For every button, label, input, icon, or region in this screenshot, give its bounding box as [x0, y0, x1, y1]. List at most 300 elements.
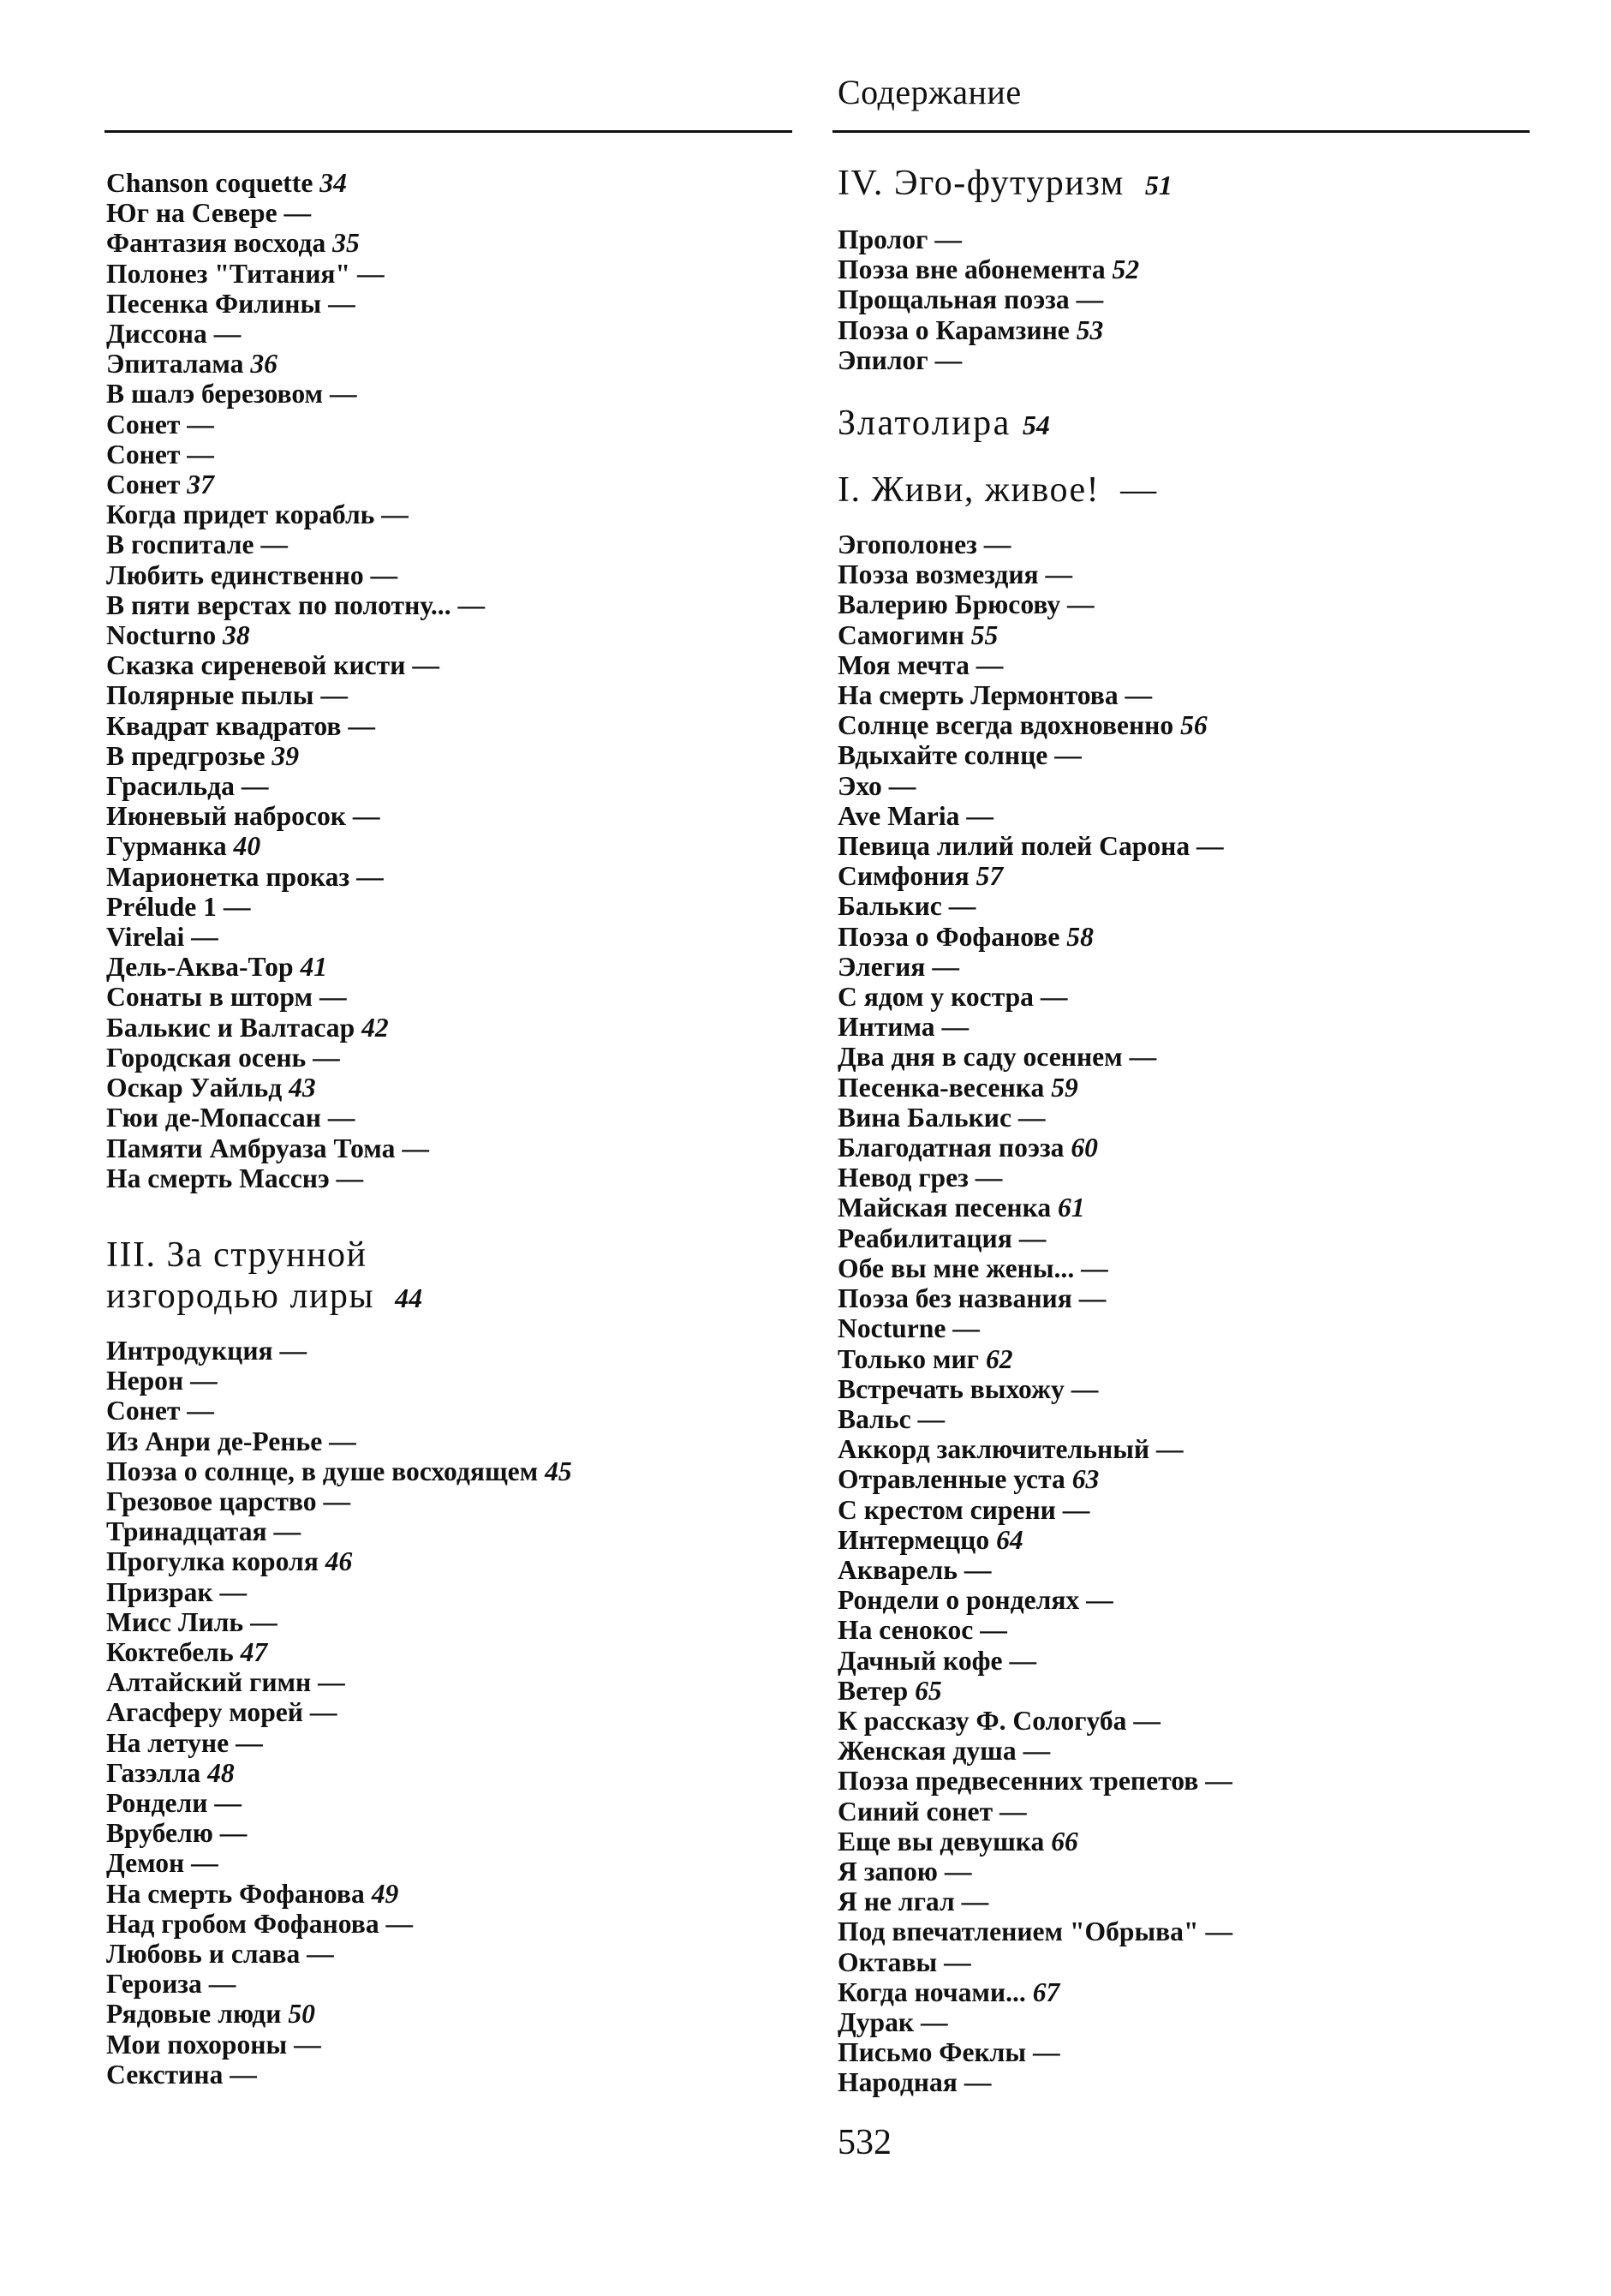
- entry-page: —: [952, 1313, 980, 1344]
- entry-page: —: [309, 1697, 337, 1728]
- entry-page: —: [1129, 1042, 1157, 1073]
- toc-entry: [838, 1042, 1540, 1072]
- entry-title: Мои похороны: [106, 2029, 288, 2060]
- toc-entry: [838, 891, 1540, 921]
- entry-page: —: [328, 288, 355, 319]
- toc-entry: [838, 1977, 1540, 2007]
- section-heading-page: 44: [395, 1282, 423, 1313]
- entry-title: Полярные пылы: [106, 680, 314, 711]
- toc-entry: [838, 1766, 1540, 1796]
- section-heading-line2-text: изгородью лиры: [106, 1276, 375, 1316]
- entry-title: На смерть Лермонтова: [838, 680, 1119, 711]
- entry-page: 52: [1112, 254, 1140, 285]
- toc-entry: [106, 1546, 791, 1576]
- entry-page: —: [1045, 559, 1073, 590]
- entry-page: —: [327, 1103, 355, 1133]
- running-head: Содержание: [838, 73, 1022, 111]
- toc-entry: [838, 1615, 1540, 1645]
- toc-entry: [838, 952, 1540, 982]
- toc-entry: [106, 771, 791, 801]
- toc-entry: [838, 2067, 1540, 2097]
- entry-page: 34: [319, 168, 347, 198]
- toc-entry: [106, 2030, 791, 2060]
- entry-page: —: [1040, 982, 1068, 1013]
- entry-page: —: [260, 529, 288, 560]
- entry-page: —: [273, 1516, 301, 1547]
- entry-page: 60: [1071, 1133, 1098, 1163]
- entry-page: —: [230, 2059, 257, 2090]
- toc-entry: [106, 1879, 791, 1909]
- entry-title: Диссона: [106, 319, 207, 350]
- right-column: [838, 163, 1540, 2098]
- entry-title: Еще вы девушка: [838, 1826, 1045, 1857]
- header-rule-right: [832, 130, 1530, 133]
- section-heading-iii: [106, 1235, 791, 1318]
- entry-page: —: [917, 1403, 946, 1434]
- entry-title: Элегия: [838, 951, 926, 982]
- entry-title: На сенокос: [838, 1615, 974, 1646]
- entry-page: —: [318, 1667, 345, 1698]
- entry-title: Дачный кофе: [838, 1645, 1003, 1676]
- entry-page: —: [1155, 1434, 1184, 1465]
- entry-title: Сонаты в шторм: [106, 982, 313, 1013]
- section-heading-i-page: —: [1120, 470, 1158, 511]
- toc-entry: [838, 680, 1540, 710]
- toc-entry: [838, 315, 1540, 345]
- toc-list-left-a: [106, 168, 791, 1193]
- toc-entry: [106, 499, 791, 529]
- entry-title: Эпиталама: [106, 349, 244, 380]
- entry-title: Самогимн: [838, 619, 964, 650]
- entry-title: Сонет: [106, 1396, 181, 1426]
- entry-title: Агасферу морей: [106, 1697, 303, 1728]
- toc-entry: [838, 345, 1540, 375]
- toc-entry: [106, 319, 791, 349]
- toc-entry: [106, 1013, 791, 1043]
- entry-title: Я запою: [838, 1856, 938, 1886]
- entry-page: 48: [207, 1757, 235, 1788]
- entry-title: На смерть Фофанова: [106, 1878, 365, 1909]
- toc-entry: [838, 1012, 1540, 1042]
- entry-title: Реабилитация: [838, 1223, 1012, 1253]
- entry-page: 40: [233, 831, 261, 862]
- toc-entry: [106, 259, 791, 289]
- entry-title: Эхо: [838, 770, 882, 801]
- book-title-text: Златолира: [838, 404, 1011, 444]
- toc-entry: [838, 1313, 1540, 1343]
- toc-entry: [106, 590, 791, 620]
- entry-page: —: [191, 1848, 218, 1879]
- toc-entry: [838, 922, 1540, 952]
- toc-list-right-a: [838, 224, 1540, 375]
- entry-title: Песенка-весенка: [838, 1072, 1045, 1103]
- entry-title: Эгополонез: [838, 529, 977, 560]
- toc-entry: [838, 1374, 1540, 1404]
- entry-page: —: [934, 344, 963, 375]
- toc-entry: [838, 1495, 1540, 1525]
- entry-title: Рондели о ронделях: [838, 1585, 1080, 1616]
- entry-page: —: [323, 1486, 351, 1516]
- entry-title: Chanson coquette: [106, 168, 313, 198]
- toc-entry: [106, 349, 791, 379]
- entry-title: Вдыхайте солнце: [838, 740, 1048, 771]
- toc-entry: [838, 831, 1540, 861]
- entry-page: —: [250, 1606, 277, 1637]
- entry-title: Врубелю: [106, 1818, 213, 1849]
- entry-page: —: [370, 559, 398, 590]
- toc-entry: [838, 1525, 1540, 1555]
- entry-page: —: [1017, 1102, 1046, 1133]
- entry-page: —: [1054, 740, 1082, 771]
- toc-entry: [838, 861, 1540, 891]
- toc-entry: [106, 1999, 791, 2029]
- toc-entry: [838, 982, 1540, 1012]
- entry-title: Под впечатлением "Обрыва": [838, 1916, 1199, 1947]
- entry-page: —: [219, 1818, 248, 1849]
- entry-page: —: [961, 1886, 989, 1917]
- entry-page: —: [975, 1163, 1003, 1193]
- entry-page: —: [356, 258, 385, 289]
- entry-title: Эпилог: [838, 344, 928, 375]
- toc-entry: [106, 228, 791, 258]
- book-title-page: 54: [1022, 410, 1050, 441]
- entry-title: Дурак: [838, 2006, 915, 2037]
- entry-title: Prélude 1: [106, 891, 217, 922]
- entry-title: Ave Maria: [838, 800, 960, 831]
- entry-page: 39: [271, 740, 299, 771]
- entry-page: —: [352, 801, 380, 832]
- toc-entry: [838, 1434, 1540, 1464]
- entry-page: —: [1076, 284, 1104, 315]
- section-heading-i-text: I. Живи, живое!: [838, 470, 1101, 511]
- entry-title: Демон: [106, 1848, 185, 1879]
- entry-page: —: [1032, 2037, 1060, 2068]
- entry-title: Поэза без названия: [838, 1283, 1072, 1314]
- toc-entry: [106, 801, 791, 831]
- entry-title: Поэза предвесенних трепетов: [838, 1766, 1199, 1797]
- book-title-heading: [838, 403, 1540, 445]
- entry-page: —: [213, 319, 242, 350]
- entry-title: Валерию Брюсову: [838, 589, 1061, 620]
- entry-title: В госпитале: [106, 529, 254, 560]
- entry-title: Полонез "Титания": [106, 258, 351, 289]
- toc-entry: [838, 1555, 1540, 1585]
- entry-title: В шалэ березовом: [106, 379, 324, 410]
- toc-entry: [838, 771, 1540, 801]
- entry-page: —: [236, 1727, 263, 1758]
- entry-page: 35: [332, 228, 360, 259]
- toc-entry: [838, 559, 1540, 589]
- entry-title: Встречать выхожу: [838, 1373, 1065, 1404]
- toc-entry: [838, 589, 1540, 619]
- entry-title: Письмо Феклы: [838, 2037, 1027, 2068]
- entry-title: Симфония: [838, 861, 970, 892]
- entry-title: Интима: [838, 1012, 935, 1043]
- entry-title: Фантазия восхода: [106, 228, 326, 259]
- entry-title: Июневый набросок: [106, 801, 346, 832]
- toc-entry: [106, 741, 791, 771]
- entry-title: Два дня в саду осеннем: [838, 1042, 1123, 1073]
- left-column: [106, 168, 791, 2090]
- entry-page: —: [1081, 1253, 1108, 1283]
- entry-title: Вальс: [838, 1403, 911, 1434]
- entry-page: 45: [545, 1456, 572, 1486]
- entry-title: В предгрозье: [106, 740, 266, 771]
- toc-entry: [106, 560, 791, 590]
- toc-entry: [838, 620, 1540, 650]
- toc-entry: [106, 1366, 791, 1396]
- entry-title: Октавы: [838, 1946, 938, 1977]
- entry-title: Благодатная поэза: [838, 1133, 1065, 1163]
- entry-title: Народная: [838, 2067, 958, 2098]
- entry-title: Сонет: [106, 439, 181, 469]
- toc-entry: [838, 1585, 1540, 1615]
- toc-entry: [106, 620, 791, 650]
- toc-entry: [106, 1103, 791, 1133]
- toc-entry: [106, 1456, 791, 1486]
- toc-entry: [838, 1193, 1540, 1223]
- entry-page: 58: [1066, 921, 1094, 952]
- entry-title: Газэлла: [106, 1757, 201, 1788]
- entry-title: Оскар Уайльд: [106, 1073, 283, 1103]
- entry-title: Майская песенка: [838, 1193, 1052, 1223]
- entry-page: —: [888, 770, 916, 801]
- entry-page: —: [313, 1042, 340, 1073]
- toc-entry: [106, 1607, 791, 1637]
- entry-title: Памяти Амбруаза Тома: [106, 1133, 396, 1163]
- toc-entry: [106, 1163, 791, 1193]
- entry-page: 57: [976, 861, 1004, 892]
- toc-entry: [106, 922, 791, 952]
- toc-entry: [106, 198, 791, 228]
- entry-title: Гурманка: [106, 831, 227, 862]
- toc-entry: [106, 952, 791, 982]
- section-heading-iv-text: IV. Эго-футуризм: [838, 164, 1125, 203]
- entry-title: Когда ночами...: [838, 1976, 1026, 2007]
- toc-entry: [106, 1728, 791, 1758]
- toc-entry: [106, 1396, 791, 1426]
- section-heading-iv: [838, 163, 1540, 206]
- entry-page: —: [223, 891, 251, 922]
- entry-page: —: [187, 409, 214, 439]
- entry-title: Сказка сиреневой кисти: [106, 650, 406, 681]
- entry-title: Коктебель: [106, 1636, 234, 1667]
- toc-entry: [106, 410, 791, 439]
- entry-page: —: [402, 1133, 429, 1163]
- entry-page: 62: [985, 1343, 1013, 1374]
- entry-page: —: [336, 1163, 364, 1193]
- header-rule-left: [104, 130, 792, 133]
- toc-entry: [106, 1909, 791, 1939]
- entry-page: —: [1071, 1373, 1099, 1404]
- entry-page: 64: [996, 1524, 1023, 1555]
- entry-page: 61: [1058, 1193, 1085, 1223]
- entry-title: Прощальная поэза: [838, 284, 1070, 315]
- toc-entry: [106, 982, 791, 1012]
- entry-page: —: [1196, 831, 1224, 862]
- toc-list-right-b: [838, 529, 1540, 2098]
- entry-title: Интродукция: [106, 1335, 273, 1366]
- toc-entry: [106, 1043, 791, 1073]
- toc-entry: [106, 1577, 791, 1607]
- entry-title: Синий сонет: [838, 1796, 993, 1827]
- entry-page: 66: [1051, 1826, 1078, 1857]
- toc-entry: [838, 1223, 1540, 1253]
- entry-page: —: [1023, 1736, 1051, 1767]
- entry-title: В пяти верстах по полотну...: [106, 589, 451, 620]
- entry-page: —: [356, 861, 384, 892]
- entry-title: Аккорд заключительный: [838, 1434, 1150, 1465]
- entry-page: —: [932, 951, 959, 982]
- toc-entry: [838, 254, 1540, 284]
- toc-entry: [838, 801, 1540, 831]
- entry-title: Отравленные уста: [838, 1464, 1065, 1495]
- entry-title: Интермеццо: [838, 1524, 990, 1555]
- toc-entry: [106, 529, 791, 559]
- entry-title: Мисс Лиль: [106, 1606, 244, 1637]
- toc-entry: [106, 1133, 791, 1163]
- toc-entry: [106, 1788, 791, 1818]
- toc-entry: [106, 892, 791, 922]
- toc-entry: [106, 711, 791, 741]
- entry-page: —: [1125, 680, 1153, 711]
- entry-title: Nocturne: [838, 1313, 946, 1344]
- entry-title: Поэза возмездия: [838, 559, 1039, 590]
- entry-title: С ядом у костра: [838, 982, 1034, 1013]
- toc-entry: [838, 1947, 1540, 1977]
- entry-page: —: [948, 891, 976, 922]
- entry-page: —: [219, 1576, 248, 1607]
- entry-page: —: [1086, 1585, 1113, 1616]
- toc-entry: [838, 1676, 1540, 1706]
- entry-title: Из Анри де-Ренье: [106, 1426, 323, 1456]
- entry-page: —: [190, 1366, 218, 1396]
- section-heading-line2: [106, 1276, 791, 1318]
- entry-page: —: [241, 771, 269, 802]
- section-heading-line1: III. За струнной: [106, 1235, 367, 1275]
- entry-page: —: [964, 2067, 992, 2098]
- entry-page: —: [980, 1615, 1007, 1646]
- entry-title: Солнце всегда вдохновенно: [838, 710, 1174, 741]
- toc-entry: [838, 1464, 1540, 1494]
- toc-entry: [106, 1486, 791, 1516]
- entry-page: —: [191, 922, 218, 953]
- entry-title: Дель-Аква-Тор: [106, 952, 294, 983]
- toc-entry: [106, 680, 791, 710]
- entry-title: К рассказу Ф. Сологуба: [838, 1705, 1127, 1736]
- entry-page: —: [208, 1969, 236, 2000]
- entry-page: —: [944, 1856, 972, 1886]
- entry-page: —: [999, 1796, 1027, 1827]
- entry-title: Над гробом Фофанова: [106, 1908, 379, 1939]
- entry-page: —: [187, 439, 214, 469]
- toc-list-left-b: [106, 1336, 791, 2090]
- entry-title: Virelai: [106, 922, 185, 953]
- entry-title: Прогулка короля: [106, 1546, 319, 1577]
- entry-page: —: [307, 1938, 334, 1969]
- toc-entry: [838, 1073, 1540, 1103]
- entry-title: Nocturno: [106, 620, 217, 651]
- entry-page: —: [457, 589, 486, 620]
- entry-page: —: [964, 1554, 992, 1585]
- entry-title: Я не лгал: [838, 1886, 955, 1917]
- toc-entry: [106, 1667, 791, 1697]
- entry-page: —: [348, 710, 375, 741]
- toc-entry: [838, 1163, 1540, 1193]
- toc-entry: [106, 650, 791, 680]
- entry-title: Моя мечта: [838, 649, 970, 680]
- entry-title: Гюи де-Мопассан: [106, 1103, 321, 1133]
- entry-page: 63: [1071, 1464, 1100, 1495]
- entry-title: Пролог: [838, 224, 928, 254]
- entry-page: —: [294, 2029, 321, 2060]
- entry-title: Вина Балькис: [838, 1102, 1011, 1133]
- entry-page: 55: [970, 619, 999, 650]
- entry-page: 56: [1180, 710, 1208, 741]
- entry-page: 41: [300, 952, 328, 983]
- entry-page: —: [944, 1946, 971, 1977]
- toc-entry: [106, 1969, 791, 1999]
- toc-entry: [838, 224, 1540, 254]
- entry-page: —: [976, 649, 1004, 680]
- entry-page: 36: [250, 349, 277, 380]
- entry-title: Поэза о Фофанове: [838, 921, 1060, 952]
- toc-entry: [106, 1697, 791, 1727]
- toc-entry: [838, 1857, 1540, 1886]
- entry-page: —: [187, 1396, 214, 1426]
- entry-title: Только миг: [838, 1343, 980, 1374]
- entry-page: —: [966, 800, 993, 831]
- entry-title: Поэза о солнце, в душе восходящем: [106, 1456, 539, 1486]
- entry-title: Поэза вне абонемента: [838, 254, 1106, 285]
- entry-page: 50: [288, 1999, 315, 2030]
- entry-title: Городская осень: [106, 1042, 307, 1073]
- toc-entry: [106, 1758, 791, 1788]
- toc-entry: [838, 1827, 1540, 1857]
- entry-page: —: [1205, 1916, 1233, 1947]
- entry-title: Грезовое царство: [106, 1486, 317, 1516]
- entry-title: Певица лилий полей Сарона: [838, 831, 1190, 862]
- entry-title: На смерть Масснэ: [106, 1163, 330, 1193]
- toc-entry: [838, 1736, 1540, 1766]
- toc-entry: [106, 1073, 791, 1103]
- toc-entry: [838, 529, 1540, 559]
- entry-page: 42: [361, 1012, 389, 1043]
- entry-title: Балькис и Валтасар: [106, 1012, 355, 1043]
- entry-page: —: [1018, 1223, 1047, 1253]
- entry-title: Любить единственно: [106, 559, 364, 590]
- toc-entry: [838, 1404, 1540, 1434]
- toc-entry: [838, 2037, 1540, 2067]
- entry-page: 46: [325, 1546, 353, 1577]
- page-number: 532: [838, 2123, 892, 2162]
- entry-page: 47: [240, 1636, 268, 1667]
- entry-title: Женская душа: [838, 1736, 1017, 1767]
- toc-entry: [838, 1344, 1540, 1374]
- entry-page: —: [319, 982, 347, 1013]
- entry-page: —: [412, 650, 439, 681]
- entry-title: Героиза: [106, 1969, 202, 2000]
- toc-entry: [838, 1283, 1540, 1313]
- entry-title: Марионетка проказ: [106, 861, 350, 892]
- toc-entry: [838, 740, 1540, 770]
- entry-title: Обе вы мне жены...: [838, 1253, 1075, 1283]
- entry-page: —: [329, 379, 357, 410]
- entry-title: Нерон: [106, 1366, 184, 1396]
- entry-page: —: [941, 1012, 970, 1043]
- entry-page: 43: [289, 1073, 316, 1103]
- entry-title: С крестом сирени: [838, 1494, 1056, 1525]
